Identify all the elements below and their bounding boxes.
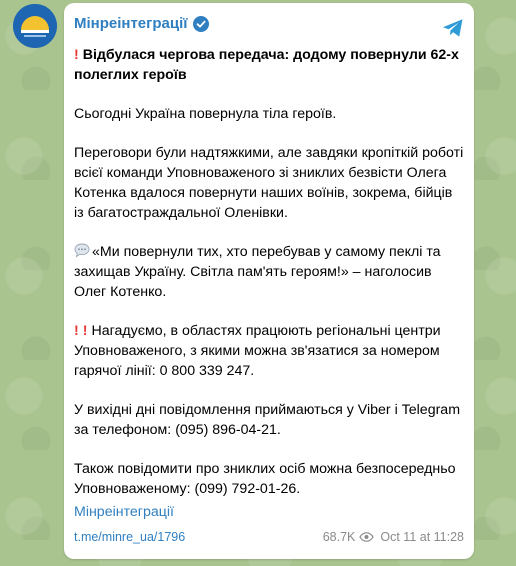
paragraph: У вихідні дні повідомлення приймаються у Viber і Telegram за телефоном: (095) 896-04-21. bbox=[74, 402, 461, 438]
paragraph: Сьогодні Україна повернула тіла героїв. bbox=[74, 106, 337, 122]
signature-link[interactable]: Мінреінтеграції bbox=[74, 504, 174, 520]
message-text bbox=[74, 45, 464, 518]
message-footer bbox=[74, 527, 464, 547]
speech-bubble-icon bbox=[74, 243, 90, 258]
paragraph: Також повідомити про зниклих осіб можна безпосередньо Уповноваженому: (099) 792-01-26. bbox=[74, 461, 456, 497]
exclamation-icon: ! bbox=[74, 323, 79, 339]
post-link[interactable]: t.me/minre_ua/1796 bbox=[74, 530, 186, 544]
message-card bbox=[64, 3, 474, 559]
channel-name[interactable]: Мінреінтеграції bbox=[74, 15, 188, 32]
post-title: ! Відбулася чергова передача: додому повернули 62-х полеглих героїв bbox=[74, 47, 459, 83]
message-meta bbox=[323, 530, 464, 544]
hotline-paragraph: ! ! Нагадуємо, в областях працюють регіональні центри Уповноваженого, з якими можна зв'язатися за номером гарячої лінії: 0 800 339 247. bbox=[74, 323, 441, 379]
exclamation-icon: ! bbox=[74, 47, 79, 63]
exclamation-icon: ! bbox=[82, 323, 88, 339]
channel-avatar[interactable] bbox=[13, 4, 57, 48]
message-header bbox=[74, 15, 209, 32]
telegram-icon[interactable] bbox=[442, 18, 464, 38]
paragraph: Переговори були надтяжкими, але завдяки кропіткій роботі всієї команди Уповноваженого зі зниклих безвісти Олега Котенка вдалося повернути наших воїнів, зокрема, бійців із багатостраждальної Оленівки. bbox=[74, 145, 464, 221]
views-count: 68.7K bbox=[322, 530, 356, 544]
quote-paragraph: «Ми повернули тих, хто перебував у самому пеклі та захищав Україну. Світла пам'ять героям!» – наголосив Олег Котенко. bbox=[74, 244, 441, 300]
verified-icon bbox=[193, 16, 209, 32]
post-date: Oct 11 at 11:28 bbox=[380, 530, 464, 544]
eye-icon bbox=[359, 532, 374, 542]
